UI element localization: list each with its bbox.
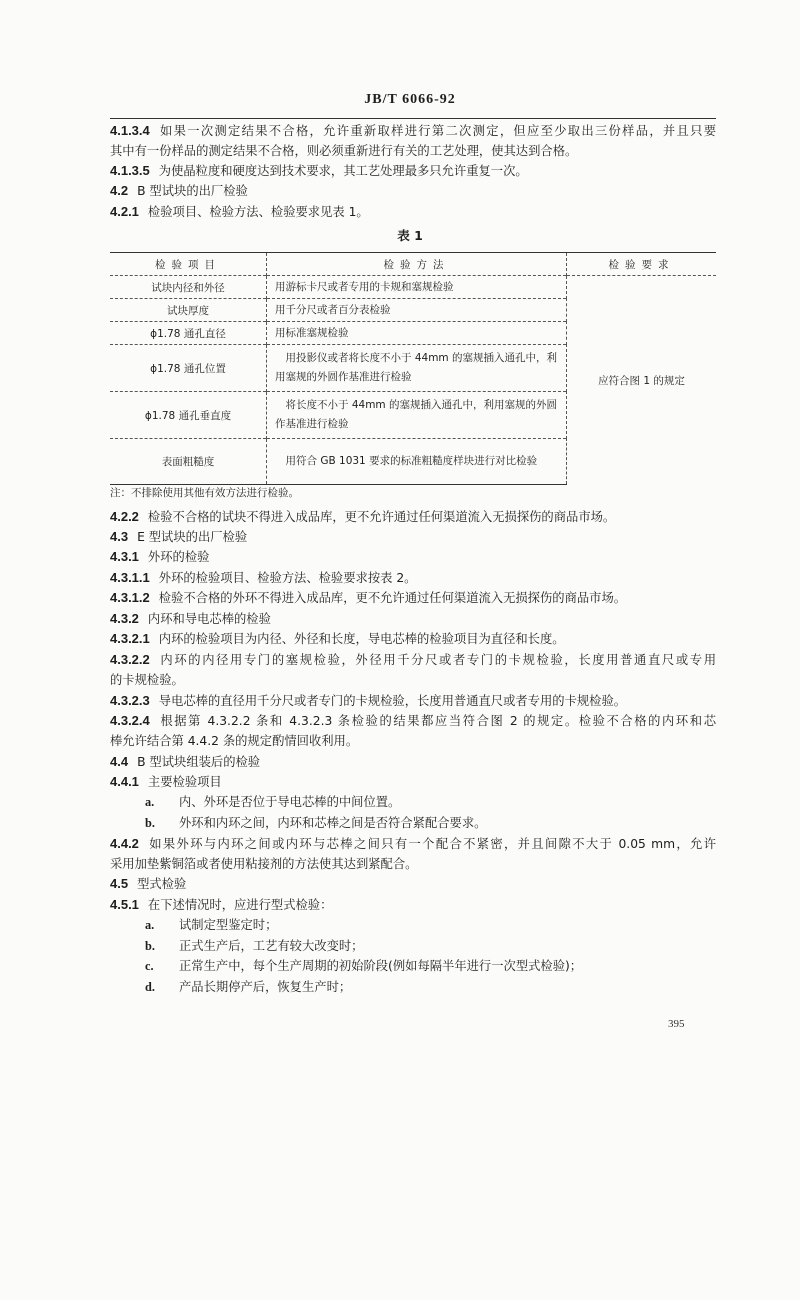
clause-4-1-3-4-cont: 其中有一份样品的测定结果不合格，则必须重新进行有关的工艺处理，使其达到合格。 [110,144,578,158]
clause-number: 4.4 [110,754,129,769]
item-cell: 试块厚度 [110,299,267,322]
clause-4-2-2 [110,507,716,527]
clause-text: 内环和导电芯棒的检验 [147,612,271,626]
clause-4-3-2-3 [110,691,716,711]
clause-text: 内环的内径用专门的塞规检验，外径用千分尺或者专门的卡规检验，长度用普通直尺或专用 [158,653,716,667]
clause-number: 4.4.2 [110,836,139,851]
inspection-table [110,252,716,485]
clause-4-4-1 [110,772,716,792]
clause-number: 4.3.1.1 [110,570,150,585]
clause-4-1-3-4 [110,121,716,141]
list-item [145,936,716,956]
clause-4-4-2 [110,834,716,854]
clause-text: 检验不合格的外环不得进入成品库，更不允许通过任何渠道流入无损探伤的商品市场。 [158,591,627,605]
clause-text: 为使晶粒度和硬度达到技术要求，其工艺处理最多只允许重复一次。 [158,164,528,178]
clause-number: 4.2.1 [110,204,139,219]
clause-number: 4.3.1.2 [110,590,150,605]
clause-4-1-3-5 [110,161,716,181]
list-text: 产品长期停产后，恢复生产时； [179,980,352,994]
item-cell: ϕ1.78 通孔直径 [110,322,267,345]
clause-number: 4.5.1 [110,897,139,912]
method-cell: 将长度不小于 44mm 的塞规插入通孔中，利用塞规的外圆作基准进行检验 [267,392,567,439]
clause-4-3-1 [110,547,716,567]
clause-text: 根据第 4.3.2.2 条和 4.3.2.3 条检验的结果都应当符合图 2 的规定。检验不合格的内环和芯 [158,714,716,728]
clause-text: 检验不合格的试块不得进入成品库，更不允许通过任何渠道流入无损探伤的商品市场。 [147,510,616,524]
list-item [145,956,716,976]
clause-text: 在下述情况时，应进行型式检验： [147,898,333,912]
list-item [145,977,716,997]
clause-4-3-2-4-cont: 棒允许结合第 4.4.2 条的规定酌情回收利用。 [110,734,359,748]
clause-4-3-1-2 [110,588,716,608]
table-row [110,276,716,299]
method-cell: 用游标卡尺或者专用的卡规和塞规检验 [267,276,567,299]
column-header: 检验要求 [567,253,717,276]
table-note: 注：不排除使用其他有效方法进行检验。 [110,487,299,499]
list-text: 试制定型鉴定时； [179,918,278,932]
section-title: B 型试块组装后的检验 [137,755,261,769]
document-header: JB/T 6066-92 [364,92,456,107]
section-4-3 [110,527,716,547]
clause-text: 导电芯棒的直径用千分尺或者专门的卡规检验，长度用普通直尺或者专用的卡规检验。 [158,694,627,708]
method-cell: 用标准塞规检验 [267,322,567,345]
clause-text: 内环的检验项目为内径、外径和长度，导电芯棒的检验项目为直径和长度。 [158,632,565,646]
clause-number: 4.3.2.4 [110,713,150,728]
clause-4-3-2-1 [110,629,716,649]
item-cell: 试块内径和外径 [110,276,267,299]
requirement-cell: 应符合图 1 的规定 [567,276,717,485]
clause-4-3-2 [110,609,716,629]
clause-number: 4.2.2 [110,509,139,524]
clause-text: 检验项目、检验方法、检验要求见表 1。 [147,205,369,219]
list-letter: d. [145,980,155,994]
list-letter: a. [145,795,155,809]
clause-number: 4.3 [110,529,129,544]
list-item [145,792,716,812]
list-text: 外环和内环之间，内环和芯棒之间是否符合紧配合要求。 [179,816,487,830]
clause-number: 4.5 [110,876,129,891]
item-cell: ϕ1.78 通孔位置 [110,345,267,392]
list-text: 正式生产后，工艺有较大改变时； [179,939,364,953]
clause-text: 如果一次测定结果不合格，允许重新取样进行第二次测定，但应至少取出三份样品，并且只要 [158,124,716,138]
clause-number: 4.3.2.2 [110,652,150,667]
table-header-row [110,253,716,276]
clause-number: 4.3.2.1 [110,631,150,646]
clause-4-3-2-2 [110,650,716,670]
clause-number: 4.3.1 [110,549,139,564]
clause-4-5-1 [110,895,716,915]
clause-text: 主要检验项目 [147,775,222,789]
section-title: B 型试块的出厂检验 [137,184,248,198]
page-number: 395 [668,1018,685,1030]
clause-number: 4.1.3.4 [110,123,150,138]
clause-4-3-2-2-cont: 的卡规检验。 [110,673,184,687]
clause-4-2-1 [110,202,716,222]
section-4-4 [110,752,716,772]
section-4-2 [110,181,716,201]
clause-number: 4.1.3.5 [110,163,150,178]
header-rule [110,118,716,119]
table-caption: 表 1 [397,228,423,243]
clause-4-3-2-4 [110,711,716,731]
section-title: E 型试块的出厂检验 [137,530,248,544]
section-title: 型式检验 [137,877,187,891]
list-item [145,813,716,833]
clause-text: 外环的检验项目、检验方法、检验要求按表 2。 [158,571,417,585]
clause-text: 外环的检验 [147,550,210,564]
section-4-5 [110,874,716,894]
item-cell: 表面粗糙度 [110,439,267,485]
list-letter: b. [145,939,155,953]
clause-4-3-1-1 [110,568,716,588]
item-cell: ϕ1.78 通孔垂直度 [110,392,267,439]
list-letter: c. [145,959,154,973]
method-cell: 用千分尺或者百分表检验 [267,299,567,322]
clause-4-4-2-cont: 采用加垫紫铜箔或者使用粘接剂的方法使其达到紧配合。 [110,857,418,871]
clause-number: 4.3.2.3 [110,693,150,708]
list-item [145,915,716,935]
method-cell: 用投影仪或者将长度不小于 44mm 的塞规插入通孔中，利用塞规的外圆作基准进行检验 [267,345,567,392]
list-letter: b. [145,816,155,830]
list-letter: a. [145,918,155,932]
clause-number: 4.2 [110,183,129,198]
method-cell: 用符合 GB 1031 要求的标准粗糙度样块进行对比检验 [267,439,567,485]
column-header: 检验项目 [110,253,267,276]
clause-number: 4.3.2 [110,611,139,626]
clause-text: 如果外环与内环之间或内环与芯棒之间只有一个配合不紧密，并且间隙不大于 0.05 mm，允许 [147,837,716,851]
clause-number: 4.4.1 [110,774,139,789]
column-header: 检验方法 [267,253,567,276]
list-text: 内、外环是否位于导电芯棒的中间位置。 [179,795,401,809]
list-text: 正常生产中，每个生产周期的初始阶段(例如每隔半年进行一次型式检验)； [179,959,583,973]
